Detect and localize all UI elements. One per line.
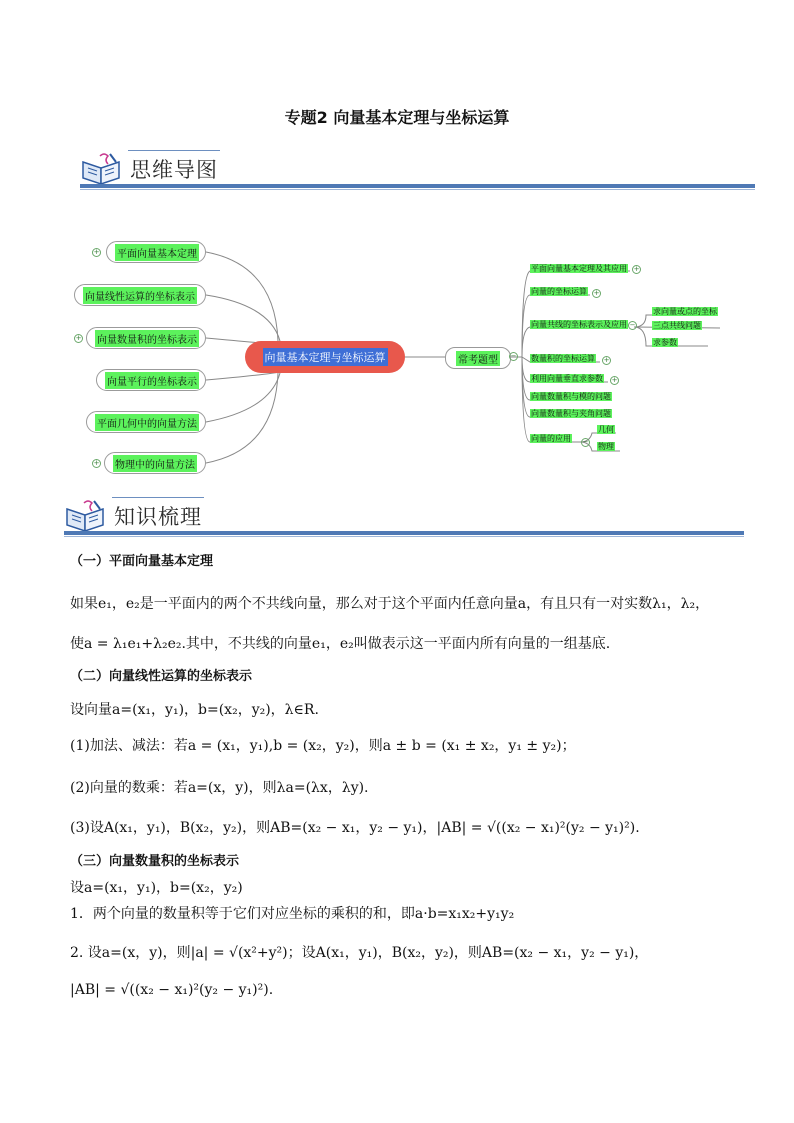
collapse-icon[interactable]: − bbox=[510, 352, 517, 360]
mindmap-leaf[interactable]: 数量积的坐标运算 bbox=[531, 354, 595, 363]
section-header-knowledge bbox=[64, 495, 744, 539]
book-icon bbox=[64, 499, 108, 533]
book-icon bbox=[80, 152, 124, 186]
mindmap-leaf[interactable]: 向量数量积与模的问题 bbox=[531, 392, 611, 401]
collapse-icon[interactable]: − bbox=[582, 438, 589, 446]
paragraph: 如果e₁，e₂是一平面内的两个不共线向量，那么对于这个平面内任意向量a，有且只有一对实数λ₁，λ₂， bbox=[70, 596, 710, 612]
mindmap-node-basic-theorem[interactable]: 平面向量基本定理 bbox=[106, 241, 206, 263]
paragraph: 设a=(x₁，y₁)，b=(x₂，y₂) bbox=[70, 880, 243, 896]
section-label: 思维导图 bbox=[130, 158, 218, 182]
mindmap-center-node[interactable]: 向量基本定理与坐标运算 bbox=[245, 341, 405, 373]
section-header-mindmap bbox=[80, 148, 755, 192]
mindmap-leaf[interactable]: 物理 bbox=[598, 442, 614, 451]
mindmap-node-linear-coord[interactable]: 向量线性运算的坐标表示 bbox=[74, 284, 206, 306]
page-title: 专题2 向量基本定理与坐标运算 bbox=[284, 108, 510, 127]
mindmap-leaf[interactable]: 向量共线的坐标表示及应用 bbox=[531, 320, 627, 329]
mindmap-node-parallel-coord[interactable]: 向量平行的坐标表示 bbox=[96, 369, 206, 391]
expand-icon[interactable]: + bbox=[593, 289, 600, 297]
subheading: （三）向量数量积的坐标表示 bbox=[70, 854, 240, 869]
mindmap-leaf[interactable]: 向量的坐标运算 bbox=[531, 287, 587, 296]
mindmap-leaf[interactable]: 几何 bbox=[598, 425, 614, 434]
mindmap-leaf[interactable]: 平面向量基本定理及其应用 bbox=[531, 264, 627, 273]
paragraph: (1)加法、减法：若a = (x₁，y₁),b = (x₂，y₂)，则a ± b = (x₁ ± x₂，y₁ ± y₂)； bbox=[70, 738, 576, 754]
paragraph: 设向量a=(x₁，y₁)，b=(x₂，y₂)，λ∈R. bbox=[70, 702, 319, 718]
paragraph: (2)向量的数乘：若a=(x，y)，则λa=(λx，λy). bbox=[70, 780, 369, 796]
mindmap-leaf[interactable]: 三点共线问题 bbox=[653, 321, 701, 330]
mindmap-node-physics[interactable]: 物理中的向量方法 bbox=[104, 452, 206, 474]
paragraph: |AB| = √((x₂ − x₁)²(y₂ − y₁)²). bbox=[70, 982, 274, 998]
mindmap-node-exam-types[interactable]: 常考题型 bbox=[445, 347, 511, 369]
subheading: （二）向量线性运算的坐标表示 bbox=[70, 669, 253, 684]
mind-map bbox=[60, 225, 740, 485]
mindmap-leaf[interactable]: 求参数 bbox=[653, 338, 677, 347]
expand-icon[interactable]: + bbox=[611, 376, 618, 384]
paragraph: 1．两个向量的数量积等于它们对应坐标的乘积的和，即a·b=x₁x₂+y₁y₂ bbox=[70, 906, 515, 922]
collapse-icon[interactable]: − bbox=[629, 321, 636, 329]
expand-icon[interactable]: + bbox=[93, 248, 100, 256]
mindmap-leaf[interactable]: 向量的应用 bbox=[531, 434, 571, 443]
mindmap-node-geometry[interactable]: 平面几何中的向量方法 bbox=[86, 411, 206, 433]
subheading: （一）平面向量基本定理 bbox=[70, 554, 214, 569]
mindmap-leaf[interactable]: 利用向量垂直求参数 bbox=[531, 374, 603, 383]
expand-icon[interactable]: + bbox=[93, 459, 100, 467]
expand-icon[interactable]: + bbox=[75, 334, 82, 342]
mindmap-leaf[interactable]: 求向量或点的坐标 bbox=[653, 307, 717, 316]
mindmap-node-dot-coord[interactable]: 向量数量积的坐标表示 bbox=[86, 327, 206, 349]
expand-icon[interactable]: + bbox=[603, 356, 610, 364]
paragraph: 使a = λ₁e₁+λ₂e₂.其中，不共线的向量e₁，e₂叫做表示这一平面内所有向量的一组基底. bbox=[70, 636, 611, 652]
mindmap-leaf[interactable]: 向量数量积与夹角问题 bbox=[531, 409, 611, 418]
paragraph: 2. 设a=(x，y)，则|a| = √(x²+y²)；设A(x₁，y₁)，B(x₂，y₂)，则AB=(x₂ − x₁，y₂ − y₁)， bbox=[70, 945, 649, 961]
expand-icon[interactable]: + bbox=[633, 265, 640, 273]
section-label: 知识梳理 bbox=[114, 505, 202, 529]
paragraph: (3)设A(x₁，y₁)，B(x₂，y₂)，则AB=(x₂ − x₁，y₂ − y₁)，|AB| = √((x₂ − x₁)²(y₂ − y₁)²). bbox=[70, 820, 640, 836]
